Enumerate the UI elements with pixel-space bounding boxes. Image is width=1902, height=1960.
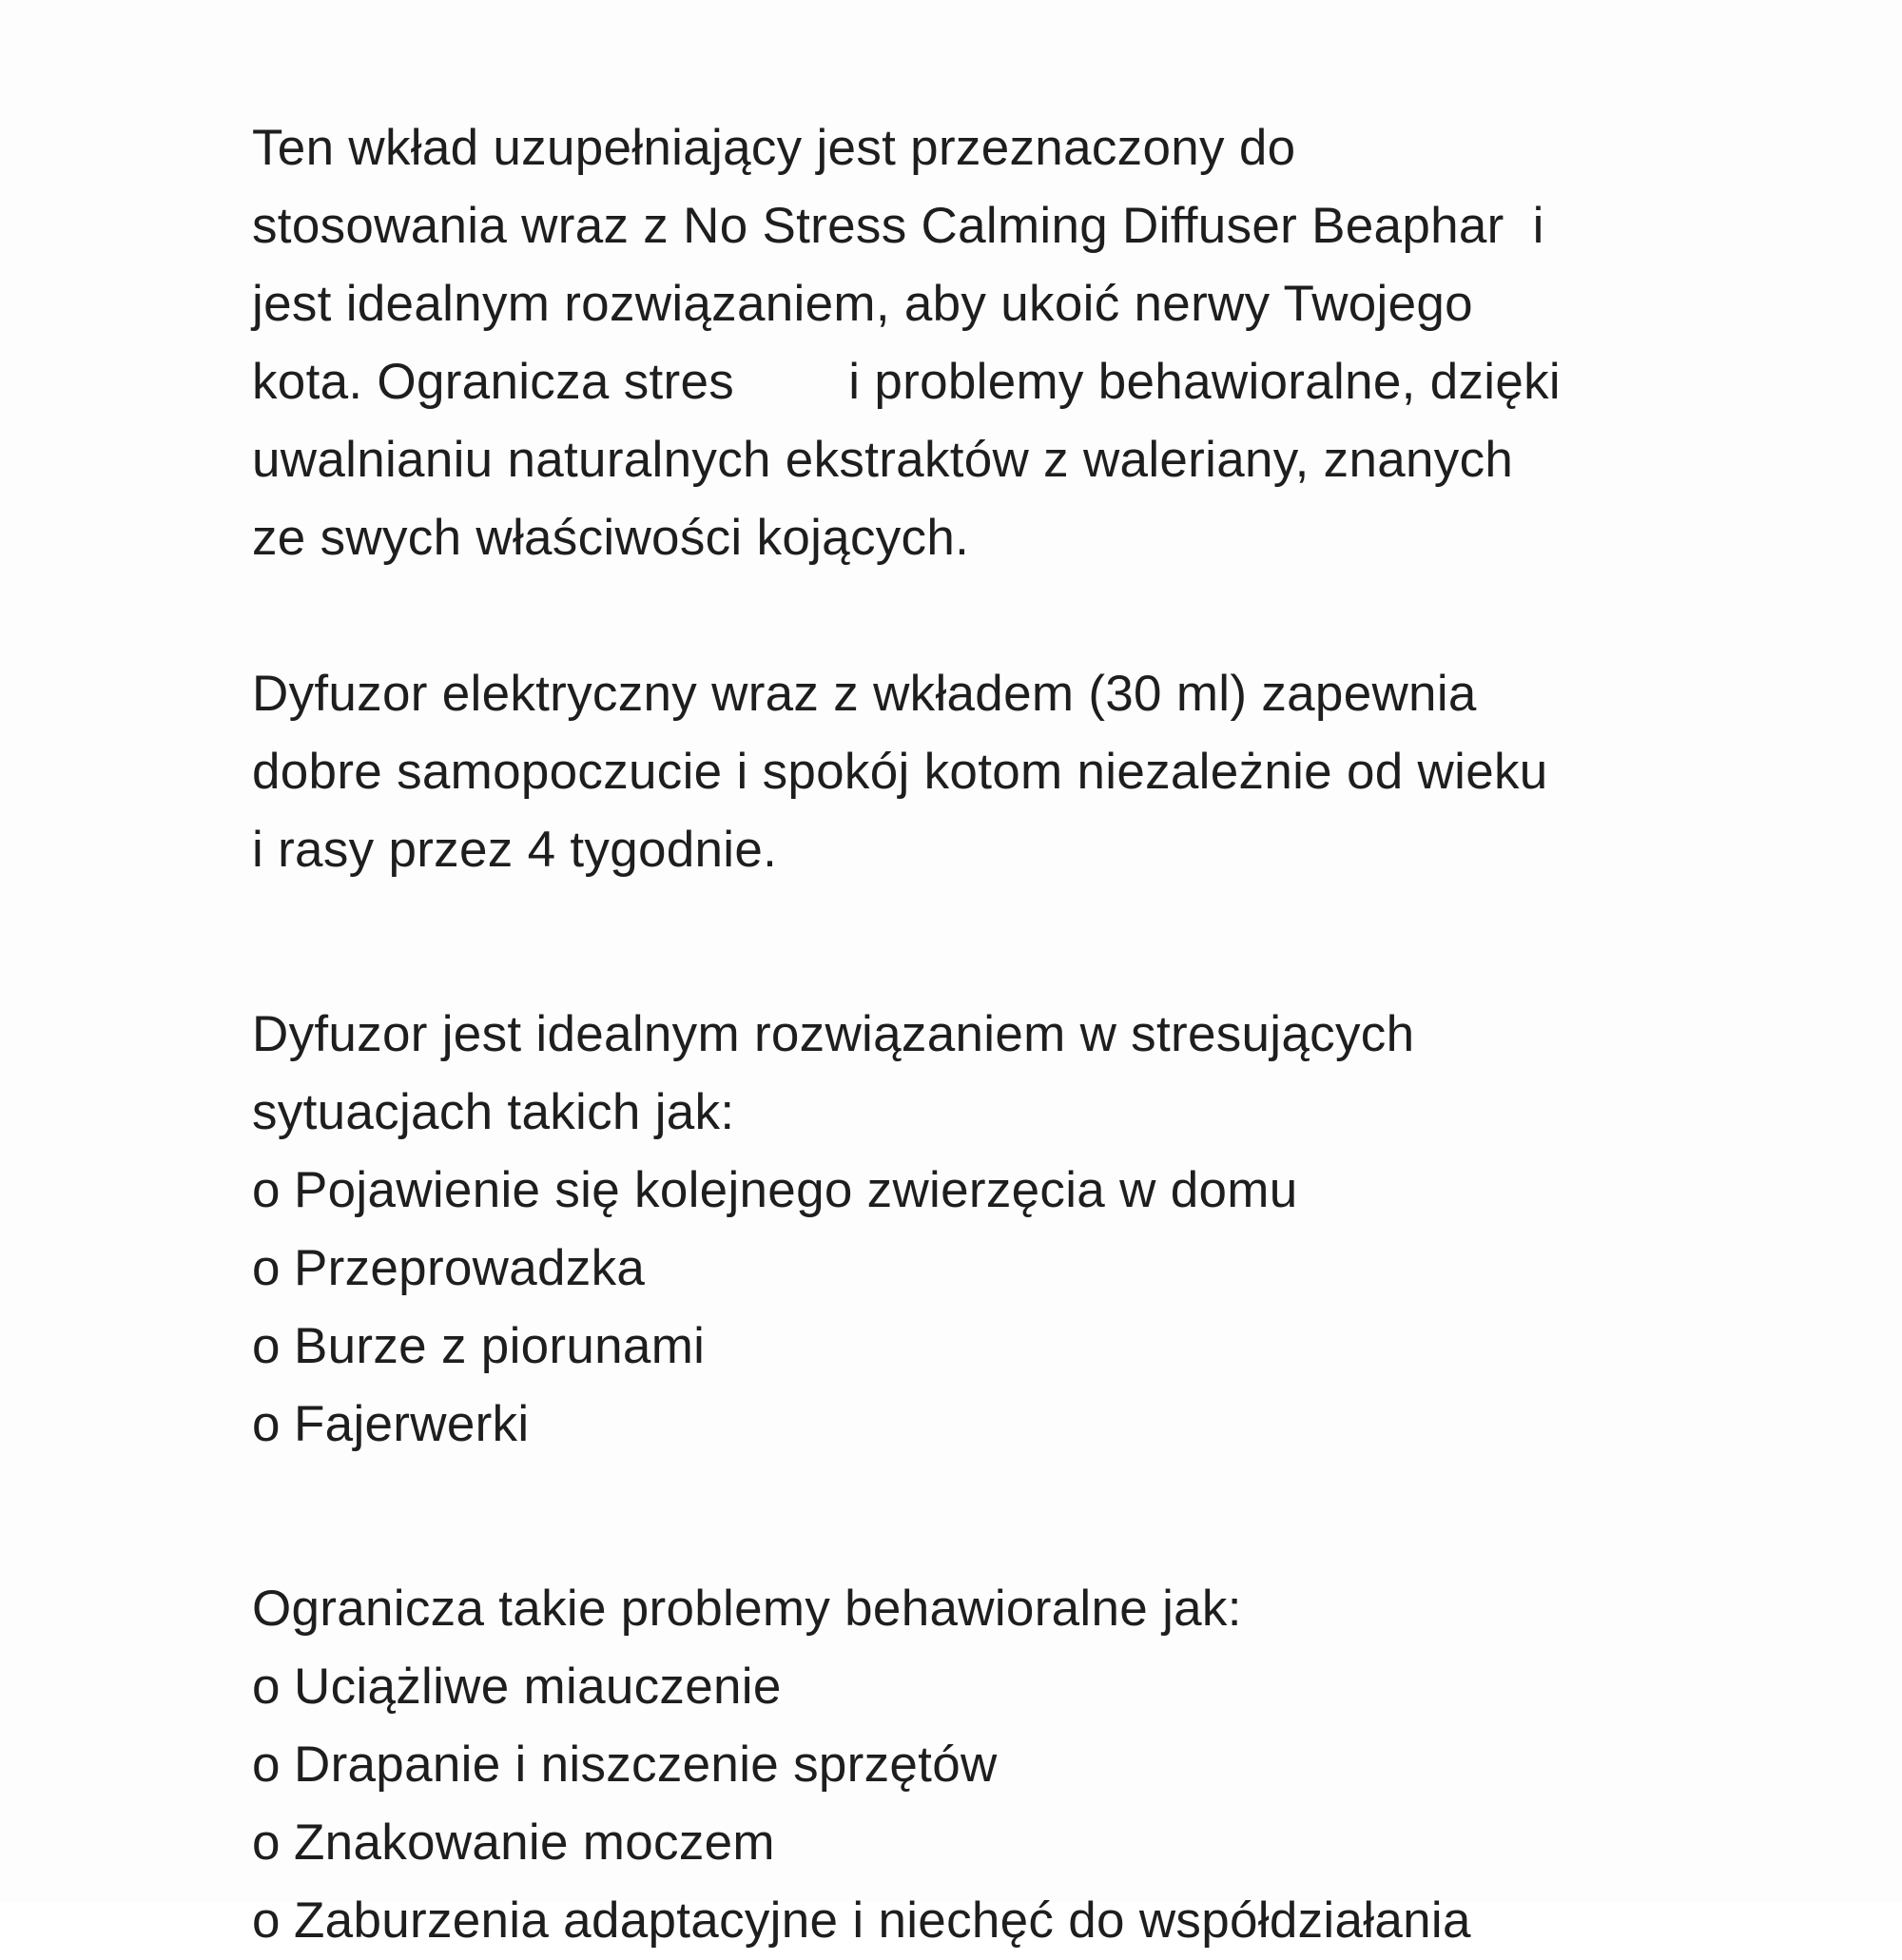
paragraph-spacer [252, 889, 1698, 967]
list-item-text: Znakowanie moczem [294, 1814, 775, 1871]
text-line: Dyfuzor elektryczny wraz z wkładem (30 ml) zapewnia [252, 666, 1477, 722]
bullet-marker: o [252, 1737, 281, 1793]
bullet-marker: o [252, 1659, 281, 1715]
bullet-marker: o [252, 1240, 281, 1296]
list-item-text: Przeprowadzka [294, 1240, 646, 1296]
text-line: kota. Ogranicza stres i problemy behawioralne, dzięki [252, 354, 1561, 410]
list-item [252, 1386, 1698, 1464]
list-item-text: Uciążliwe miauczenie [294, 1659, 782, 1715]
list-item [252, 1726, 1698, 1804]
paragraph-description [252, 109, 1698, 577]
text-line: i rasy przez 4 tygodnie. [252, 822, 778, 878]
situations-list [252, 1152, 1698, 1464]
paragraph-spacer [252, 577, 1698, 655]
bullet-marker: o [252, 1892, 281, 1949]
section-intro-line: sytuacjach takich jak: [252, 1084, 735, 1140]
text-line: dobre samopoczucie i spokój kotom niezależnie od wieku [252, 744, 1548, 800]
list-item [252, 1804, 1698, 1882]
paragraph-spacer-extra [252, 967, 1698, 996]
paragraph-spacer-extra [252, 1542, 1698, 1570]
section-intro-line: Dyfuzor jest idealnym rozwiązaniem w stresujących [252, 1006, 1415, 1062]
text-line: stosowania wraz z No Stress Calming Diffuser Beaphar i [252, 198, 1544, 254]
section-situations [252, 996, 1698, 1464]
bullet-marker: o [252, 1396, 281, 1452]
text-line: Ten wkład uzupełniający jest przeznaczony do [252, 120, 1296, 176]
text-line: uwalnianiu naturalnych ekstraktów z waleriany, znanych [252, 432, 1514, 488]
list-item [252, 1308, 1698, 1386]
text-line: jest idealnym rozwiązaniem, aby ukoić nerwy Twojego [252, 276, 1473, 332]
behaviors-list [252, 1648, 1698, 1960]
list-item [252, 1230, 1698, 1308]
paragraph-duration [252, 655, 1698, 889]
bullet-marker: o [252, 1318, 281, 1374]
bullet-marker: o [252, 1162, 281, 1218]
list-item-text: Burze z piorunami [294, 1318, 706, 1374]
bullet-marker: o [252, 1814, 281, 1871]
paragraph-spacer [252, 1464, 1698, 1542]
list-item [252, 1152, 1698, 1230]
document-page [252, 109, 1698, 1960]
list-item-text: Drapanie i niszczenie sprzętów [294, 1737, 998, 1793]
section-intro-line: Ogranicza takie problemy behawioralne jak: [252, 1581, 1242, 1637]
list-item [252, 1648, 1698, 1726]
list-item-text: Fajerwerki [294, 1396, 530, 1452]
list-item [252, 1882, 1698, 1960]
list-item-text: Pojawienie się kolejnego zwierzęcia w domu [294, 1162, 1298, 1218]
list-item-text: Zaburzenia adaptacyjne i niechęć do współdziałania [294, 1892, 1471, 1949]
text-line: ze swych właściwości kojących. [252, 510, 970, 566]
